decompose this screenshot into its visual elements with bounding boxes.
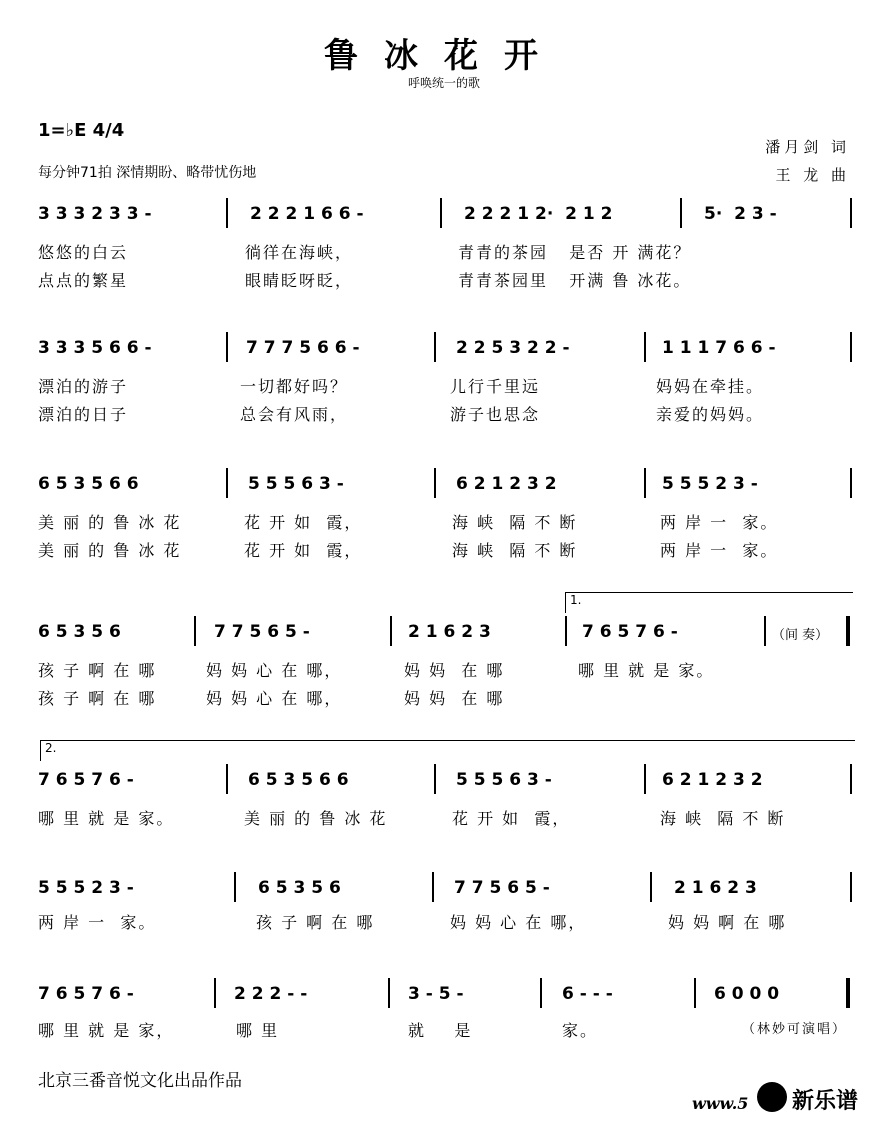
lyric-verse-1: 悠悠的白云 (38, 243, 129, 262)
publisher-credit: 北京三番音悦文化出品作品 (38, 1071, 242, 1091)
measure-notes: 2 2 2 1 2· 2 1 2 (464, 204, 613, 224)
measure-notes: 2 2 2 - - (234, 984, 308, 1004)
barline (540, 978, 542, 1008)
lyric-verse-2: 两 岸 一 家。 (660, 541, 779, 560)
barline (680, 198, 682, 228)
lyric-verse-1: 青青的茶园 是否 开 满花？ (458, 243, 692, 262)
lyric-verse-1: 儿行千里远 (450, 377, 541, 396)
lyric-verse-1: 孩 子 啊 在 哪 (38, 661, 157, 680)
lyric-verse-2: 妈 妈 在 哪 (404, 689, 505, 708)
lyric-verse-1: 哪 里 就 是 家。 (578, 661, 715, 680)
lyric-verse-2: 点点的繁星 (38, 271, 129, 290)
lyric-verse-1: 两 岸 一 家。 (38, 913, 157, 932)
interlude-label: （间 奏） (772, 628, 829, 643)
measure-notes: 3 3 3 5 6 6 - (38, 338, 152, 358)
lyric-verse-2: 花 开 如 霞， (244, 541, 363, 560)
barline (226, 468, 228, 498)
lyric-verse-2: 妈 妈 心 在 哪， (206, 689, 343, 708)
barline (565, 616, 567, 646)
barline (390, 616, 392, 646)
barline (764, 616, 766, 646)
measure-notes: 1 1 1 7 6 6 - (662, 338, 776, 358)
measure-notes: 2 2 5 3 2 2 - (456, 338, 570, 358)
barline (434, 332, 436, 362)
barline (388, 978, 390, 1008)
lyric-verse-1: 哪 里 就 是 家。 (38, 809, 175, 828)
lyric-verse-1: 妈 妈 心 在 哪， (206, 661, 343, 680)
first-ending-bracket: 1. (565, 592, 853, 613)
measure-notes: 6 0 0 0 (714, 984, 780, 1004)
lyric-verse-2: 漂泊的日子 (38, 405, 129, 424)
lyric-verse-1: 美 丽 的 鲁 冰 花 (38, 513, 182, 532)
lyric-verse-1: 美 丽 的 鲁 冰 花 (244, 809, 388, 828)
measure-notes: 3 3 3 2 3 3 - (38, 204, 152, 224)
measure-notes: 6 2 1 2 3 2 (456, 474, 557, 494)
lyric-verse-1: 妈妈在牵挂。 (656, 377, 765, 396)
measure-notes: 7 6 5 7 6 - (38, 984, 134, 1004)
lyric-verse-1: 妈 妈 啊 在 哪 (668, 913, 787, 932)
measure-notes: 5 5 5 2 3 - (662, 474, 758, 494)
lyric-verse-2: 亲爱的妈妈。 (656, 405, 765, 424)
barline (226, 198, 228, 228)
measure-notes: 6 5 3 5 6 6 (38, 474, 139, 494)
measure-notes: 6 5 3 5 6 6 (248, 770, 349, 790)
barline (850, 764, 852, 794)
measure-notes: 6 5 3 5 6 (38, 622, 121, 642)
lyric-verse-2: 总会有风雨， (240, 405, 349, 424)
site-url: www.5 (692, 1094, 749, 1113)
lyric-verse-2: 美 丽 的 鲁 冰 花 (38, 541, 182, 560)
lyric-verse-2: 游子也思念 (450, 405, 541, 424)
measure-notes: 2 2 2 1 6 6 - (250, 204, 364, 224)
measure-notes: 5 5 5 2 3 - (38, 878, 134, 898)
barline (694, 978, 696, 1008)
barline (850, 872, 852, 902)
measure-notes: 2 1 6 2 3 (408, 622, 491, 642)
barline (214, 978, 216, 1008)
barline (644, 764, 646, 794)
lyric-verse-1: 妈 妈 心 在 哪， (450, 913, 587, 932)
measure-notes: 6 - - - (562, 984, 613, 1004)
lyric-verse-2: 海 峡 隔 不 断 (452, 541, 578, 560)
barline (650, 872, 652, 902)
measure-notes: 7 6 5 7 6 - (582, 622, 678, 642)
lyric-verse-1: 两 岸 一 家。 (660, 513, 779, 532)
repeat-barline (846, 616, 850, 646)
barline (850, 198, 852, 228)
song-title: 鲁冰花开 (324, 36, 564, 76)
lyric-verse-1: 哪 里 就 是 家， (38, 1021, 175, 1040)
barline (226, 332, 228, 362)
measure-notes: 5 5 5 6 3 - (248, 474, 344, 494)
measure-notes: 7 7 7 5 6 6 - (246, 338, 360, 358)
barline (434, 764, 436, 794)
measure-notes: 6 2 1 2 3 2 (662, 770, 763, 790)
lyric-verse-2: 青青茶园里 开满 鲁 冰花。 (458, 271, 692, 290)
barline (850, 468, 852, 498)
measure-notes: 7 7 5 6 5 - (214, 622, 310, 642)
lyric-verse-1: 哪 里 (236, 1021, 280, 1040)
brand-name: 新乐谱 (792, 1089, 859, 1114)
barline (644, 332, 646, 362)
measure-notes: 5 5 5 6 3 - (456, 770, 552, 790)
barline (194, 616, 196, 646)
song-subtitle: 呼唤统一的歌 (407, 76, 480, 90)
composer-credit: 王 龙 曲 (775, 166, 850, 184)
barline (644, 468, 646, 498)
lyric-verse-1: 漂泊的游子 (38, 377, 129, 396)
lyric-verse-1: 海 峡 隔 不 断 (660, 809, 786, 828)
lyric-verse-1: 徜徉在海峡， (245, 243, 354, 262)
second-ending-bracket: 2. (40, 740, 855, 761)
measure-notes: 7 6 5 7 6 - (38, 770, 134, 790)
lyric-verse-1: 家。 (562, 1021, 599, 1040)
lyric-verse-2: 孩 子 啊 在 哪 (38, 689, 157, 708)
measure-notes: 5· 2 3 - (704, 204, 777, 224)
barline (234, 872, 236, 902)
tempo-marking: 每分钟71拍 深情期盼、略带忧伤地 (38, 165, 257, 181)
lyric-verse-1: 妈 妈 在 哪 (404, 661, 505, 680)
lyric-verse-1: 花 开 如 霞， (244, 513, 363, 532)
barline (226, 764, 228, 794)
barline (432, 872, 434, 902)
lyric-verse-1: 花 开 如 霞， (452, 809, 571, 828)
barline (850, 332, 852, 362)
measure-notes: 3 - 5 - (408, 984, 464, 1004)
measure-notes: 6 5 3 5 6 (258, 878, 341, 898)
lyric-verse-1: 孩 子 啊 在 哪 (256, 913, 375, 932)
barline (434, 468, 436, 498)
record-icon (757, 1082, 787, 1112)
performer-credit: （林妙可演唱） (742, 1022, 848, 1037)
lyricist-credit: 潘月剑 词 (765, 138, 850, 156)
final-barline (846, 978, 850, 1008)
measure-notes: 7 7 5 6 5 - (454, 878, 550, 898)
lyric-verse-1: 就 是 (408, 1021, 473, 1040)
lyric-verse-2: 眼睛眨呀眨， (245, 271, 354, 290)
measure-notes: 2 1 6 2 3 (674, 878, 757, 898)
lyric-verse-1: 海 峡 隔 不 断 (452, 513, 578, 532)
key-signature: 1=♭E 4/4 (38, 120, 125, 141)
lyric-verse-1: 一切都好吗？ (240, 377, 349, 396)
barline (440, 198, 442, 228)
